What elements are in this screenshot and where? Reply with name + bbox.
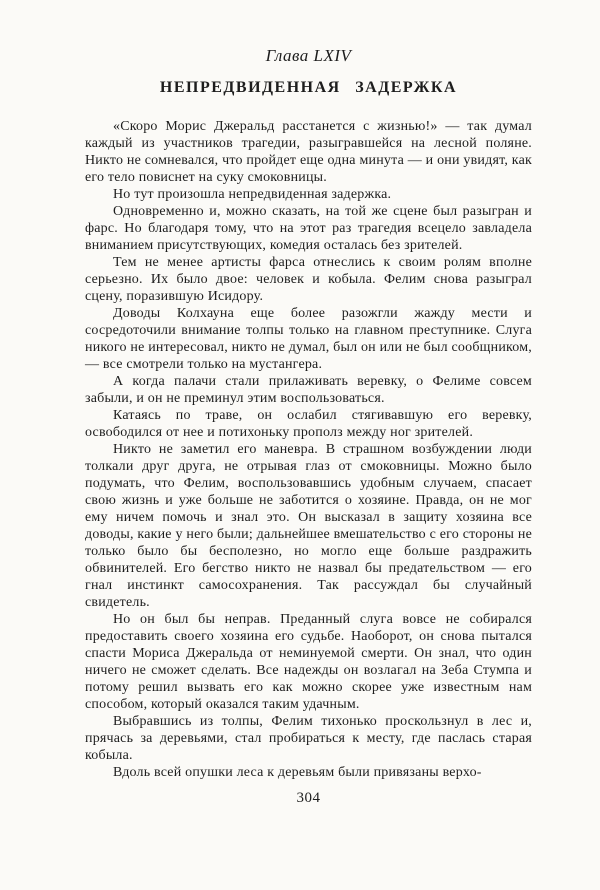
text-block [85, 118, 532, 781]
chapter-title: Глава LXIV [265, 46, 352, 65]
paragraph: Доводы Колхауна еще более разожгли жажду мести и сосредоточили внимание толпы только на главном преступнике. Слуга никого не интересовал, никто не думал, был он или не был сообщником,— все смотрели только на мустангера. [85, 306, 532, 372]
paragraph: Но тут произошла непредвиденная задержка. [113, 187, 392, 202]
paragraph: Тем не менее артисты фарса отнеслись к своим ролям вполне серьезно. Их было двое: человек и кобыла. Фелим снова разыграл сцену, поразившую Исидору. [85, 255, 532, 304]
chapter-heading: НЕПРЕДВИДЕННАЯ ЗАДЕРЖКА [159, 79, 458, 96]
paragraph: Одновременно и, можно сказать, на той же сцене был разыгран и фарс. Но благодаря тому, что на этот раз трагедия всецело завладела вниманием присутствующих, комедия осталась без зрителей. [85, 204, 532, 253]
paragraph: Вдоль всей опушки леса к деревьям были привязаны верхо- [113, 765, 482, 780]
paragraph: Но он был бы неправ. Преданный слуга вовсе не собирался предоставить своего хозяина его судьбе. Наоборот, он снова пытался спасти Мориса Джеральда от неминуемой смерти. Он знал, что один ничего не сможет сделать. Все надежды он возлагал на Зеба Стумпа и потому решил вызвать его как можно скорее уже известным нам способом, который оказался таким удачным. [85, 612, 532, 712]
paragraph: Выбравшись из толпы, Фелим тихонько проскользнул в лес и, прячась за деревьями, стал пробираться к месту, где паслась старая кобыла. [85, 714, 532, 763]
paragraph: Катаясь по траве, он ослабил стягивавшую его веревку, освободился от нее и потихоньку прополз между ног зрителей. [85, 408, 532, 440]
paragraph: Никто не заметил его маневра. В страшном возбуждении люди толкали друг друга, не отрывая глаз от смоковницы. Можно было подумать, что Фелим, воспользовавшись удобным случаем, спасает свою жизнь и уже больше не заботится о хозяине. Правда, он не мог ему ничем помочь и знал это. Он высказал в защиту хозяина все доводы, какие у него были; дальнейшее вмешательство с его стороны не только было бы бесполезно, но могло еще больше раздражить обвинителей. Его бегство никто не назвал бы предательством — его гнал инстинкт самосохранения. Так рассуждал бы случайный свидетель. [85, 442, 532, 610]
paragraph: А когда палачи стали прилаживать веревку, о Фелиме совсем забыли, и он не преминул этим воспользоваться. [85, 374, 532, 406]
page-number: 304 [296, 790, 321, 806]
paragraph: «Скоро Морис Джеральд расстанется с жизнью!» — так думал каждый из участников трагедии, разыгравшейся на лесной поляне. Никто не сомневался, что пройдет еще одна минута — и они увидят, как его тело повиснет на суку смоковницы. [85, 119, 532, 185]
